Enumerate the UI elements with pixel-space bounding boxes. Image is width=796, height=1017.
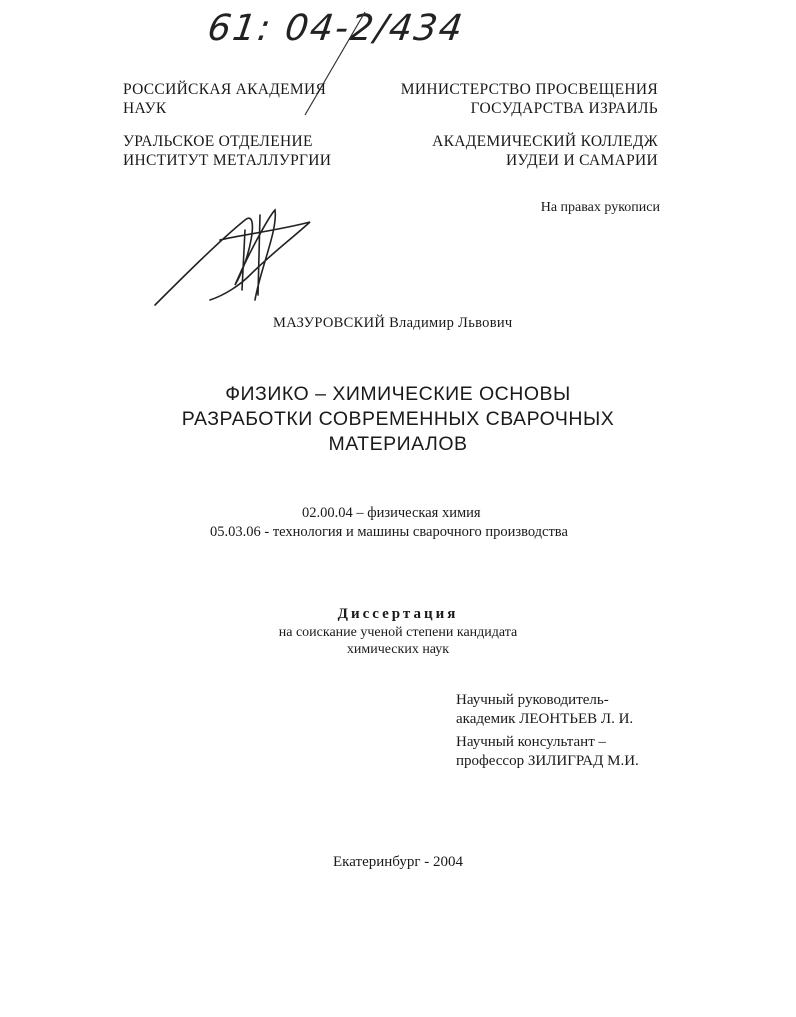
city-year: Екатеринбург - 2004 [333, 854, 463, 870]
dissertation-title [0, 382, 796, 457]
org-left-line4: ИНСТИТУТ МЕТАЛЛУРГИИ [123, 152, 332, 169]
org-right-line1: МИНИСТЕРСТВО ПРОСВЕЩЕНИЯ [400, 81, 658, 98]
author-signature [150, 200, 330, 320]
org-left-line2: НАУК [123, 100, 167, 117]
dissertation-degree-line2: химических наук [346, 642, 450, 657]
consultant-name: профессор ЗИЛИГРАД М.И. [456, 753, 639, 769]
specialty-line2: 05.03.06 - технология и машины сварочного производства [210, 524, 568, 540]
title-line3: МАТЕРИАЛОВ [328, 433, 468, 455]
rights-note: На правах рукописи [540, 200, 660, 215]
title-line2: РАЗРАБОТКИ СОВРЕМЕННЫХ СВАРОЧНЫХ [181, 408, 615, 430]
org-right-line4: ИУДЕИ И САМАРИИ [505, 152, 658, 169]
handwritten-catalog-number: 61: 04-2/434 [205, 8, 467, 49]
supervisor-name: академик ЛЕОНТЬЕВ Л. И. [456, 711, 634, 727]
org-left-line1: РОССИЙСКАЯ АКАДЕМИЯ [123, 81, 327, 98]
dissertation-heading: Диссертация [337, 606, 459, 622]
supervisor-role: Научный руководитель- [456, 692, 609, 708]
consultant-role: Научный консультант – [456, 734, 606, 750]
dissertation-degree-line1: на соискание ученой степени кандидата [278, 625, 518, 640]
org-right-line3: АКАДЕМИЧЕСКИЙ КОЛЛЕДЖ [432, 133, 658, 150]
org-right-line2: ГОСУДАРСТВА ИЗРАИЛЬ [470, 100, 658, 117]
slash-mark [300, 10, 370, 120]
author-name: МАЗУРОВСКИЙ Владимир Львович [273, 315, 513, 331]
org-left-line3: УРАЛЬСКОЕ ОТДЕЛЕНИЕ [123, 133, 313, 150]
title-line1: ФИЗИКО – ХИМИЧЕСКИЕ ОСНОВЫ [225, 383, 571, 405]
specialty-line1: 02.00.04 – физическая химия [302, 505, 481, 521]
